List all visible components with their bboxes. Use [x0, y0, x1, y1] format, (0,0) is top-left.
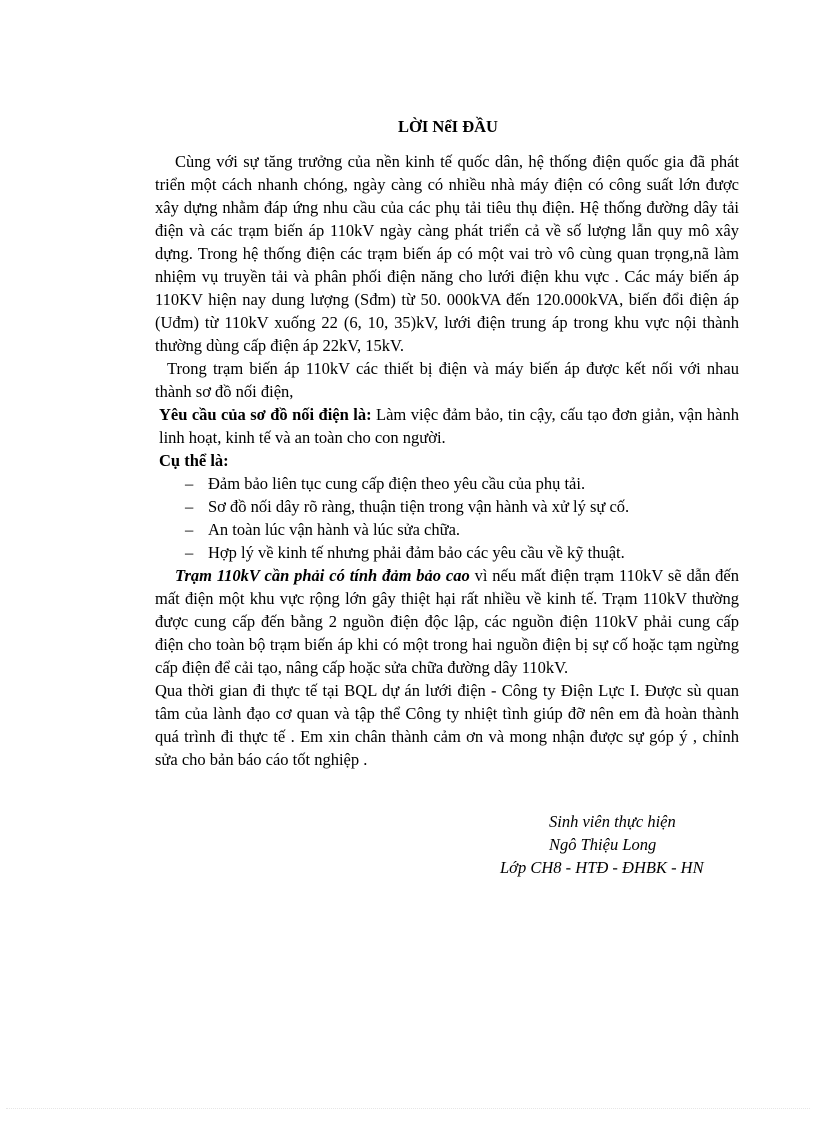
document-body	[155, 150, 739, 771]
list-item: – Hợp lý về kinh tế nhưng phải đảm bảo các yêu cầu về kỹ thuật.	[185, 541, 739, 564]
requirements-heading: Yêu cầu của sơ đồ nối điện là:	[159, 405, 372, 424]
paragraph-acknowledgement: Qua thời gian đi thực tế tại BQL dự án lưới điện - Công ty Điện Lực I. Được sù quan tâm của lành đạo cơ quan và tập thể Công ty nhiệt tình giúp đỡ nên em đà hoàn thành quá trình đi thực tế . Em xin chân thành cảm ơn và mong nhận được sự góp ý , chỉnh sửa cho bản báo cáo tốt nghiệp .	[155, 681, 739, 769]
paragraph-intro: Cùng với sự tăng trưởng của nền kinh tế quốc dân, hệ thống điện quốc gia đã phát triển một cách nhanh chóng, ngày càng có nhiều nhà máy điện có công suất lớn được xây dựng nhằm đáp ứng nhu cầu của các phụ tải tiêu thụ điện. Hệ thống đường dây tải điện và các trạm biến áp 110kV ngày càng phát triển cả về số lượng lẫn quy mô xây dựng. Trong hệ thống điện các trạm biến áp có một vai trò vô cùng quan trọng,nã làm nhiệm vụ truyền tải và phân phối điện năng cho lưới điện khu vực . Các máy biến áp 110KV hiện nay dung lượng (Sđm) từ 50. 000kVA đến 120.000kVA, biến đổi điện áp (Uđm) từ 110kV xuống 22 (6, 10, 35)kV, lưới điện trung áp trong khu vực nội thành thường dùng cấp điện áp 22kV, 15kV.	[155, 152, 739, 355]
list-item: – Sơ đồ nối dây rõ ràng, thuận tiện trong vận hành và xử lý sự cố.	[185, 495, 739, 518]
paragraph-reliability	[155, 564, 739, 679]
paragraph-requirements	[155, 403, 739, 449]
reliability-text: vì nếu mất điện trạm 110kV sẽ dẫn đến mất điện một khu vực rộng lớn gây thiệt hại rất nhiều về kinh tế. Trạm 110kV thường được cung cấp đến bằng 2 nguồn điện độc lập, các nguồn điện 110kV phải cung cấp điện cho toàn bộ trạm biến áp khi có một trong hai nguồn điện bị sự cố hoặc tạm ngừng cấp điện để cải tạo, nâng cấp hoặc sửa chữa đường dây 110kV.	[155, 566, 739, 677]
signature-role: Sinh viên thực hiện	[549, 812, 676, 831]
requirements-text: Làm việc đảm bảo, tin cậy, cấu tạo đơn giản, vận hành linh hoạt, kinh tế và an toàn cho con người.	[159, 405, 740, 447]
requirements-list	[155, 472, 739, 564]
signature-name: Ngô Thiệu Long	[549, 835, 657, 854]
signature-class: Lớp CH8 - HTĐ - ĐHBK - HN	[500, 858, 704, 877]
paragraph-substation: Trong trạm biến áp 110kV các thiết bị điện và máy biến áp được kết nối với nhau thành sơ đồ nối điện,	[155, 359, 739, 401]
list-item: – Đảm bảo liên tục cung cấp điện theo yêu cầu của phụ tải.	[185, 472, 739, 495]
signature-block	[500, 810, 760, 879]
page-border-line	[6, 1108, 810, 1109]
reliability-heading: Trạm 110kV cần phải có tính đảm bảo cao	[175, 566, 470, 585]
list-item: – An toàn lúc vận hành và lúc sửa chữa.	[185, 518, 739, 541]
specifics-label: Cụ thể là:	[159, 451, 229, 470]
page-title: LỜI NểI ĐẦU	[398, 117, 498, 136]
